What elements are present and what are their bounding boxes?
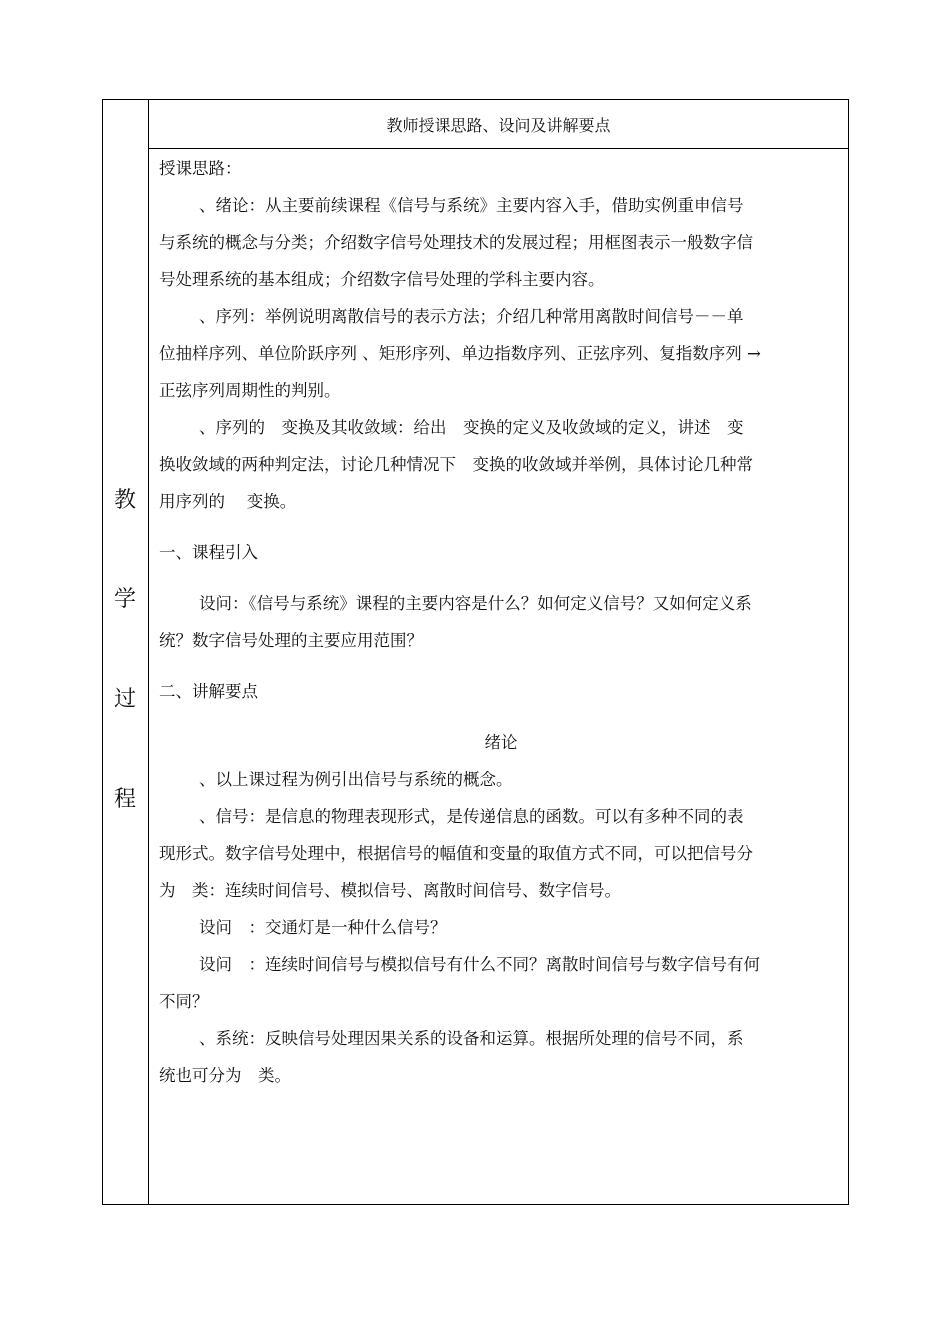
text-line: 设问 ：连续时间信号与模拟信号有什么不同？离散时间信号与数字信号有何 xyxy=(199,955,760,974)
text-line: 、序列的 变换及其收敛域：给出 变换的定义及收敛域的定义，讲述 变 xyxy=(199,418,744,437)
text-line: 、绪论：从主要前续课程《信号与系统》主要内容入手，借助实例重申信号 xyxy=(199,196,744,215)
paragraph-intro xyxy=(159,187,843,298)
label-char: 过 xyxy=(113,687,136,712)
text-line: 为 类：连续时间信号、模拟信号、离散时间信号、数字信号。 xyxy=(159,881,621,900)
section-title: 二、讲解要点 xyxy=(159,682,258,701)
table-header: 教师授课思路、设问及讲解要点 xyxy=(149,100,848,149)
text-line: 用序列的 变换。 xyxy=(159,492,297,511)
text-line: 与系统的概念与分类；介绍数字信号处理技术的发展过程；用框图表示一般数字信 xyxy=(159,233,753,252)
text-line: 统？数字信号处理的主要应用范围？ xyxy=(159,631,423,650)
label-char: 程 xyxy=(113,787,136,812)
text-line: 、系统：反映信号处理因果关系的设备和运算。根据所处理的信号不同，系 xyxy=(199,1029,744,1048)
paragraph-sequence xyxy=(159,298,843,409)
label-char: 学 xyxy=(113,587,136,612)
left-label-column xyxy=(103,100,149,1204)
text-line: 、信号：是信息的物理表现形式，是传递信息的函数。可以有多种不同的表 xyxy=(199,807,744,826)
text-line: 、序列：举例说明离散信号的表示方法；介绍几种常用离散时间信号－－单 xyxy=(199,307,744,326)
paragraph-z-transform xyxy=(159,409,843,520)
text-line: 统也可分为 类。 xyxy=(159,1066,291,1085)
section-title: 授课思路： xyxy=(159,159,242,178)
label-char: 教 xyxy=(113,488,136,513)
question-line: 设问 ：交通灯是一种什么信号？ xyxy=(199,918,447,937)
subtitle: 绪论 xyxy=(484,733,518,752)
content-cell xyxy=(159,149,843,1094)
section-title: 一、课程引入 xyxy=(159,543,258,562)
paragraph-signal xyxy=(159,798,843,909)
question-difference xyxy=(159,946,843,1020)
text-line: 不同？ xyxy=(159,992,209,1011)
question-intro xyxy=(159,585,843,659)
text-line: 位抽样序列、单位阶跃序列 、矩形序列、单边指数序列、正弦序列、复指数序列 → xyxy=(159,344,761,363)
text-line: 设问：《信号与系统》课程的主要内容是什么？如何定义信号？又如何定义系 xyxy=(199,594,752,613)
text-line: 号处理系统的基本组成；介绍数字信号处理的学科主要内容。 xyxy=(159,270,605,289)
lesson-table xyxy=(102,99,849,1205)
paragraph-system xyxy=(159,1020,843,1094)
text-line: 正弦序列周期性的判别。 xyxy=(159,381,341,400)
text-line: 、以上课过程为例引出信号与系统的概念。 xyxy=(199,770,513,789)
text-line: 现形式。数字信号处理中，根据信号的幅值和变量的取值方式不同，可以把信号分 xyxy=(159,844,753,863)
text-line: 换收敛域的两种判定法，讨论几种情况下 变换的收敛域并举例，具体讨论几种常 xyxy=(159,455,753,474)
